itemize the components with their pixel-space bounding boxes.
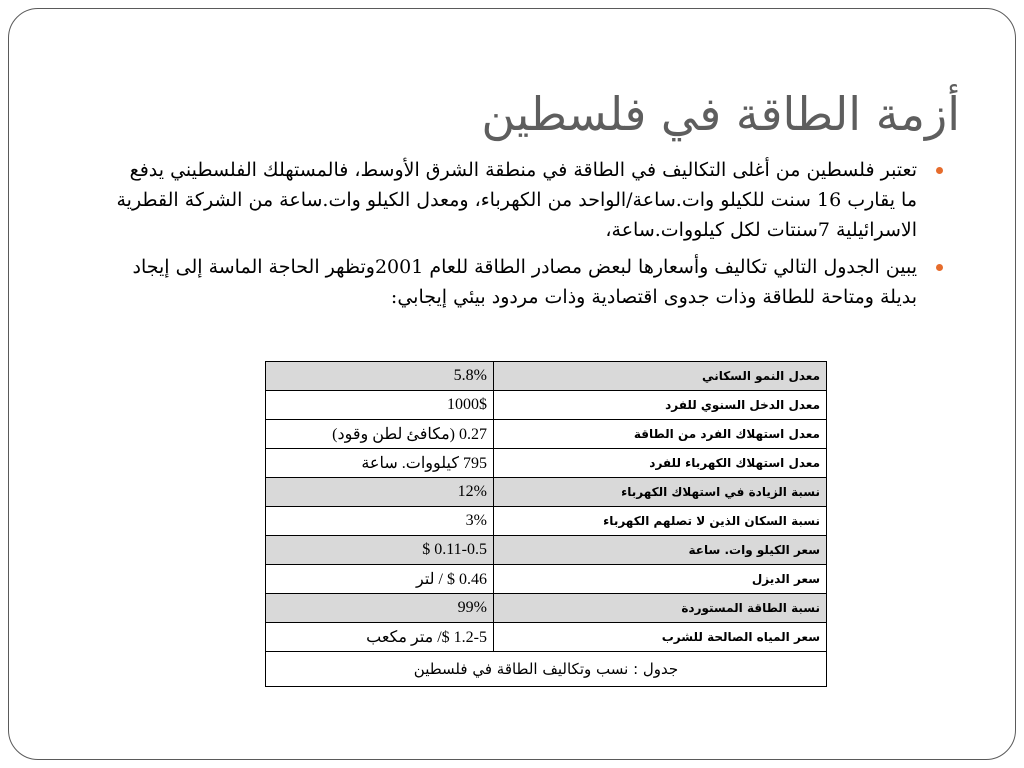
bullet-dot-icon [936,264,943,271]
table-row [266,623,827,652]
table-cell-label: معدل النمو السكاني [494,362,827,391]
table-caption: جدول : نسب وتكاليف الطاقة في فلسطين [266,652,827,687]
bullet-list [116,155,931,319]
table-cell-label: نسبة الزيادة في استهلاك الكهرباء [494,478,827,507]
bullet-item [116,155,931,245]
table-cell-value: 795 كيلووات. ساعة [266,449,494,478]
energy-cost-table [265,361,827,687]
table-cell-value: 1000$ [266,391,494,420]
table-row [266,536,827,565]
energy-table-container [265,361,827,687]
table-cell-label: نسبة السكان الذين لا تصلهم الكهرباء [494,507,827,536]
table-cell-label: معدل استهلاك الفرد من الطاقة [494,420,827,449]
bullet-item [116,252,931,312]
table-row [266,449,827,478]
table-row [266,478,827,507]
table-cell-value: 12% [266,478,494,507]
slide-title: أزمة الطاقة في فلسطين [481,87,960,141]
table-cell-value: 0.46 $ / لتر [266,565,494,594]
table-row [266,362,827,391]
table-cell-value: 5.8% [266,362,494,391]
table-row [266,507,827,536]
bullet-text: تعتبر فلسطين من أغلى التكاليف في الطاقة في منطقة الشرق الأوسط، فالمستهلك الفلسطيني يدفع ما يقارب 16 سنت للكيلو وات.ساعة/الواحد من الكهرباء، ومعدل الكيلو وات.ساعة من الشركة القطرية الاسرائيلية 7سنتات لكل كيلووات.ساعة، [116,159,917,241]
table-caption-row [266,652,827,687]
table-cell-value: 3% [266,507,494,536]
table-cell-label: نسبة الطاقة المستوردة [494,594,827,623]
bullet-dot-icon [936,167,943,174]
table-cell-value: 1.2-5 $/ متر مكعب [266,623,494,652]
table-row [266,565,827,594]
slide [8,8,1016,760]
table-cell-label: معدل الدخل السنوي للفرد [494,391,827,420]
table-cell-label: سعر المياه الصالحة للشرب [494,623,827,652]
table-cell-value: 99% [266,594,494,623]
table-cell-value: 0.11-0.5 $ [266,536,494,565]
table-cell-label: معدل استهلاك الكهرباء للفرد [494,449,827,478]
table-row [266,594,827,623]
table-cell-label: سعر الديزل [494,565,827,594]
table-row [266,391,827,420]
bullet-text: يبين الجدول التالي تكاليف وأسعارها لبعض مصادر الطاقة للعام 2001وتظهر الحاجة الماسة إلى إيجاد بديلة ومتاحة للطاقة وذات جدوى اقتصادية وذات مردود بيئي إيجابي: [132,256,917,308]
table-row [266,420,827,449]
table-cell-label: سعر الكيلو وات. ساعة [494,536,827,565]
table-cell-value: 0.27 (مكافئ لطن وقود) [266,420,494,449]
